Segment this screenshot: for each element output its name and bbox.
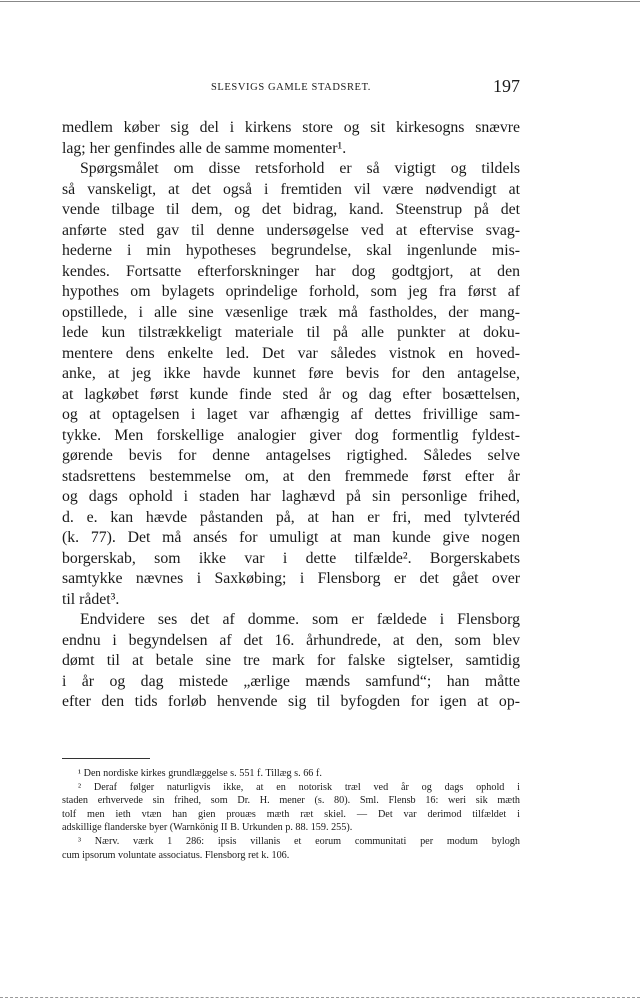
bottom-edge-rule bbox=[0, 997, 640, 998]
text-line: medlem køber sig del i kirkens store og sit kirkesogns snævre bbox=[62, 119, 520, 136]
text-line: hypothes om bylagets oprindelige forhold, som jeg fra først af bbox=[62, 283, 520, 300]
footnote-line: adskillige flanderske byer (Warnkönig II B. Urkunden p. 88. 159. 255). bbox=[62, 822, 353, 834]
text-line: borgerskab, som ikke var i dette tilfælde². Borgerskabets bbox=[62, 549, 520, 567]
text-line: opstillede, i alle sine væsenlige træk må fastholdes, der mang- bbox=[62, 303, 520, 321]
text-line: tykke. Men forskellige analogier giver dog formentlig fyldest- bbox=[62, 426, 520, 444]
text-line: gørende bevis for denne antagelses rigtighed. Således selve bbox=[62, 447, 520, 464]
text-line: d. e. kan hævde påstanden på, at han er fri, med tylvteréd bbox=[62, 508, 520, 526]
footnote-line: staden erhvervede sin frihed, som Dr. H. mener (s. 80). Sml. Flensb 16: weri sik mæth bbox=[62, 795, 520, 807]
text-line: anførte sted gav til denne undersøgelse ved at eftervise svag- bbox=[62, 221, 520, 239]
text-line: samtykke nævnes i Saxkøbing; i Flensborg er det gået over bbox=[62, 570, 520, 587]
text-line: Endvidere ses det af domme. som er fældede i Flensborg bbox=[80, 611, 520, 628]
text-line: lede kun tilstrækkeligt materiale til på alle punkter at doku- bbox=[62, 324, 520, 341]
text-line: Spørgsmålet om disse retsforhold er så vigtigt og tildels bbox=[80, 160, 520, 177]
footnote-line: cum ipsorum voluntate associatus. Flensborg ret k. 106. bbox=[62, 849, 290, 861]
text-line: (k. 77). Det må ansés for umuligt at man kunde give nogen bbox=[62, 529, 520, 546]
text-line: efter den tids forløb henvende sig til byfogden for igen at op- bbox=[62, 693, 520, 710]
footnote-line: ¹ Den nordiske kirkes grundlæggelse s. 551 f. Tillæg s. 66 f. bbox=[78, 768, 322, 779]
text-line: og at optagelsen i laget var afhængig af dettes frivillige sam- bbox=[62, 406, 520, 423]
footnote-line: tolf men ieth vtæn han gien prouæs mæth ræt skiel. — Det var derimod tilfældet i bbox=[62, 808, 520, 820]
text-line: anke, at jeg ikke havde kunnet føre bevis for den antagelse, bbox=[62, 365, 520, 382]
page-header bbox=[62, 78, 520, 100]
text-line: endnu i begyndelsen af det 16. århundrede, at den, som blev bbox=[62, 631, 520, 649]
text-line: lag; her genfindes alle de samme momenter¹. bbox=[62, 139, 347, 157]
text-line: mentere dens enkelte led. Det var således vistnok en hoved- bbox=[62, 344, 520, 362]
footnote-line: ² Deraf følger naturligvis ikke, at en notorisk træl ved år og dags ophold i bbox=[78, 781, 520, 793]
footnote-line: ³ Nærv. værk 1 286: ipsis villanis et eorum communitati per modum bylogh bbox=[78, 835, 520, 847]
text-line: i år og dag mistede „ærlige mænds samfund“; han måtte bbox=[62, 672, 520, 690]
text-line: så vanskeligt, at det også i fremtiden vil være nødvendigt at bbox=[62, 180, 520, 198]
main-text bbox=[62, 118, 520, 713]
text-line: til rådet³. bbox=[62, 590, 120, 608]
text-line: stadsrettens bestemmelse om, at den fremmede først efter år bbox=[62, 467, 520, 485]
text-line: at lagkøbet først kunde finde sted år og dag efter bosættelsen, bbox=[62, 385, 520, 403]
footnote-separator bbox=[62, 758, 150, 759]
text-line: hederne i min hypotheses begrundelse, skal ingenlunde mis- bbox=[62, 242, 520, 259]
text-line: kendes. Fortsatte efterforskninger har dog godtgjort, at den bbox=[62, 262, 520, 280]
text-line: vende tilbage til dem, og det bidrag, kand. Steenstrup på det bbox=[62, 201, 520, 218]
top-edge-rule bbox=[0, 1, 640, 2]
text-line: og dags ophold i staden har laghævd på sin personlige frihed, bbox=[62, 488, 520, 505]
page-number: 197 bbox=[493, 76, 520, 96]
footnotes bbox=[62, 767, 520, 862]
running-title: SLESVIGS GAMLE STADSRET. bbox=[210, 82, 372, 93]
text-line: dømt til at betale sine tre mark for falske sigtelser, samtidig bbox=[62, 652, 520, 669]
